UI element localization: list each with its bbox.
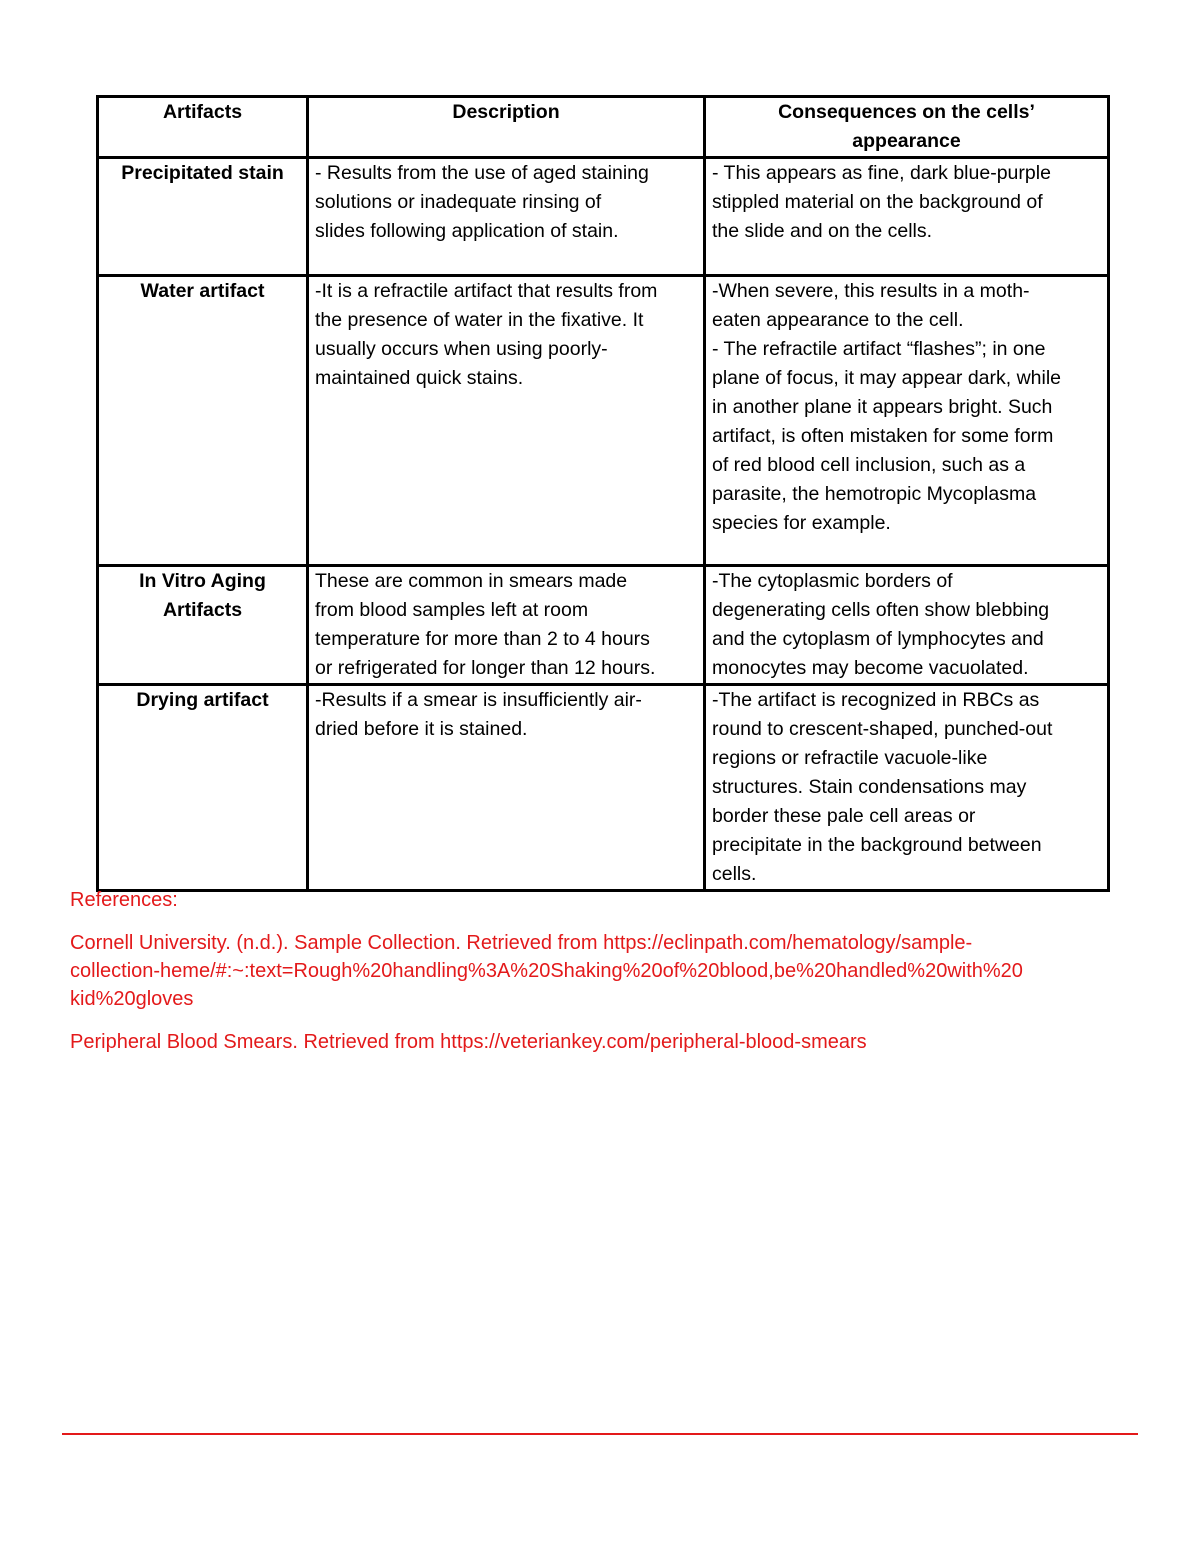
header-artifacts: Artifacts: [98, 97, 308, 158]
description-line: usually occurs when using poorly-: [315, 338, 608, 360]
artifact-description: [308, 685, 705, 891]
description-line: solutions or inadequate rinsing of: [315, 191, 602, 213]
artifact-name-line: In Vitro Aging: [139, 570, 266, 592]
description-line: or refrigerated for longer than 12 hours.: [315, 657, 656, 679]
table-row: [98, 276, 1109, 566]
header-consequences-line: appearance: [852, 130, 961, 152]
references-section: [70, 886, 1130, 1071]
consequence-line: plane of focus, it may appear dark, while: [712, 367, 1062, 389]
artifact-name-line: Precipitated stain: [121, 162, 284, 184]
reference-line: Cornell University. (n.d.). Sample Collection. Retrieved from https://eclinpath.com/hematology/sample-: [70, 932, 973, 954]
consequence-line: and the cytoplasm of lymphocytes and: [712, 628, 1044, 650]
consequence-line: parasite, the hemotropic Mycoplasma: [712, 483, 1037, 505]
artifact-name-line: Water artifact: [140, 280, 265, 302]
artifact-description: [308, 566, 705, 685]
artifact-name: [98, 158, 308, 276]
consequence-line: - This appears as fine, dark blue-purple: [712, 162, 1051, 184]
consequence-line: -The cytoplasmic borders of: [712, 570, 953, 592]
reference-line: kid%20gloves: [70, 988, 194, 1010]
consequence-line: degenerating cells often show blebbing: [712, 599, 1050, 621]
consequence-line: eaten appearance to the cell.: [712, 309, 964, 331]
artifact-description: [308, 276, 705, 566]
consequence-line: the slide and on the cells.: [712, 220, 933, 242]
consequence-line: border these pale cell areas or: [712, 805, 976, 827]
footer-divider: [62, 1433, 1138, 1435]
description-line: These are common in smears made: [315, 570, 628, 592]
artifact-name: [98, 685, 308, 891]
consequence-line: cells.: [712, 863, 757, 885]
consequence-line: artifact, is often mistaken for some form: [712, 425, 1054, 447]
artifact-name-line: Artifacts: [162, 599, 243, 621]
artifact-consequences: [705, 276, 1109, 566]
consequence-line: of red blood cell inclusion, such as a: [712, 454, 1026, 476]
consequence-line: - The refractile artifact “flashes”; in one: [712, 338, 1046, 360]
header-description: Description: [308, 97, 705, 158]
artifacts-table: [96, 95, 1110, 892]
references-heading: References:: [70, 889, 178, 911]
reference-veteriankey: Peripheral Blood Smears. Retrieved from https://veteriankey.com/peripheral-blood-smears: [70, 1031, 867, 1053]
consequence-line: -The artifact is recognized in RBCs as: [712, 689, 1040, 711]
artifact-name: [98, 276, 308, 566]
table-header-row: [98, 97, 1109, 158]
consequence-line: structures. Stain condensations may: [712, 776, 1027, 798]
description-line: maintained quick stains.: [315, 367, 524, 389]
consequence-line: -When severe, this results in a moth-: [712, 280, 1030, 302]
consequence-line: stippled material on the background of: [712, 191, 1043, 213]
consequence-line: round to crescent-shaped, punched-out: [712, 718, 1053, 740]
consequence-line: regions or refractile vacuole-like: [712, 747, 988, 769]
artifact-consequences: [705, 685, 1109, 891]
description-line: -It is a refractile artifact that results from: [315, 280, 658, 302]
description-line: - Results from the use of aged staining: [315, 162, 649, 184]
description-line: dried before it is stained.: [315, 718, 528, 740]
reference-cornell: [70, 929, 1130, 1013]
header-consequences-line: Consequences on the cells’: [778, 101, 1035, 123]
artifact-name-line: Drying artifact: [136, 689, 269, 711]
artifact-description: [308, 158, 705, 276]
description-line: -Results if a smear is insufficiently air-: [315, 689, 642, 711]
table-row: [98, 566, 1109, 685]
description-line: temperature for more than 2 to 4 hours: [315, 628, 650, 650]
consequence-line: species for example.: [712, 512, 891, 534]
artifact-consequences: [705, 566, 1109, 685]
consequence-line: precipitate in the background between: [712, 834, 1042, 856]
table-row: [98, 158, 1109, 276]
description-line: the presence of water in the fixative. It: [315, 309, 644, 331]
artifact-consequences: [705, 158, 1109, 276]
artifact-name: [98, 566, 308, 685]
table-row: [98, 685, 1109, 891]
description-line: from blood samples left at room: [315, 599, 589, 621]
consequence-line: monocytes may become vacuolated.: [712, 657, 1029, 679]
description-line: slides following application of stain.: [315, 220, 619, 242]
consequence-line: in another plane it appears bright. Such: [712, 396, 1053, 418]
header-consequences: [705, 97, 1109, 158]
reference-line: collection-heme/#:~:text=Rough%20handling%3A%20Shaking%20of%20blood,be%20handled%20with%20: [70, 960, 1023, 982]
